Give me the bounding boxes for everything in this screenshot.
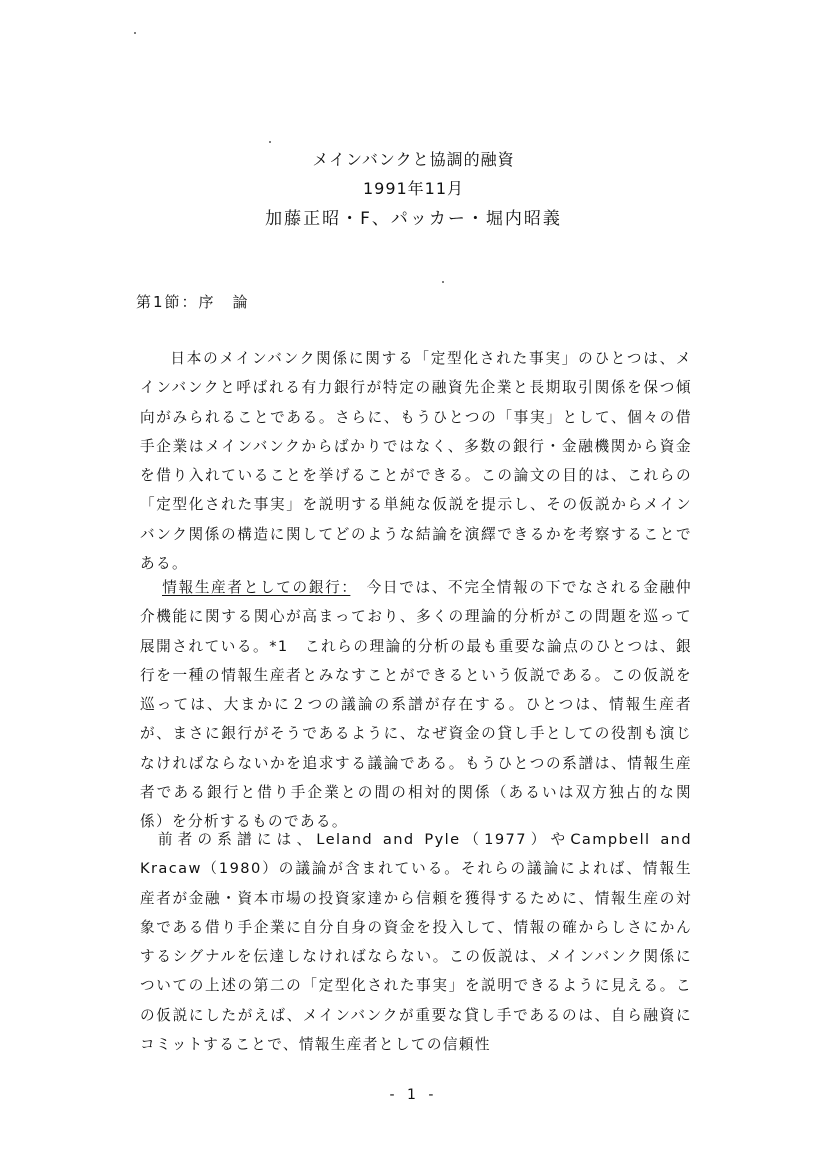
paragraph-signaling	[140, 825, 692, 1059]
document-authors: 加藤正昭・F、パッカー・堀内昭義	[265, 209, 562, 229]
page-number: - 1 -	[389, 1087, 438, 1103]
paragraph-information-producer	[140, 573, 692, 837]
scan-speck	[134, 32, 136, 34]
paragraph-signaling-text: 前者の系譜には、Leland and Pyle（1977）やCampbell and Kracaw（1980）の議論が含まれている。それらの議論によれば、情報生産者が金融・資本市場の投資家達から信頼を獲得するために、情報生産の対象である借り手企業に自分自身の資金を投入して、情報の確からしさにかんするシグナルを伝達しなければならない。この仮説は、メインバンク関係についての上述の第二の「定型化された事実」を説明できるように見える。この仮説にしたがえば、メインバンクが重要な貸し手であるのは、自ら融資にコミットすることで、情報生産者としての信頼性	[140, 831, 692, 1054]
scan-speck	[269, 141, 271, 143]
scan-speck	[442, 281, 444, 283]
paragraph-information-producer-text: 今日では、不完全情報の下でなされる金融仲介機能に関する関心が高まっており、多くの理論的分析がこの問題を巡って展開されている。*1 これらの理論的分析の最も重要な論点のひとつは、銀行を一種の情報生産者とみなすことができるという仮説である。この仮説を巡っては、大まかに２つの議論の系譜が存在する。ひとつは、情報生産者が、まさに銀行がそうであるように、なぜ資金の貸し手としての役割も演じなければならないかを追求する議論である。もうひとつの系譜は、情報生産者である銀行と借り手企業との間の相対的関係（あるいは双方独占的な関係）を分析するものである。	[140, 579, 692, 831]
section-heading: 第1節：序 論	[136, 293, 250, 311]
paragraph-intro-text: 日本のメインバンク関係に関する「定型化された事実」のひとつは、メインバンクと呼ばれる有力銀行が特定の融資先企業と長期取引関係を保つ傾向がみられることである。さらに、もうひとつの「事実」として、個々の借手企業はメインバンクからばかりではなく、多数の銀行・金融機関から資金を借り入れていることを挙げることができる。この論文の目的は、これらの「定型化された事実」を説明する単純な仮説を提示し、その仮説からメインバンク関係の構造に関してどのような結論を演繹できるかを考察することである。	[140, 350, 692, 573]
paragraph-subheading: 情報生産者としての銀行：	[162, 579, 351, 596]
paragraph-intro	[140, 344, 692, 578]
document-date: 1991年11月	[362, 179, 465, 198]
document-title: メインバンクと協調的融資	[312, 150, 515, 169]
